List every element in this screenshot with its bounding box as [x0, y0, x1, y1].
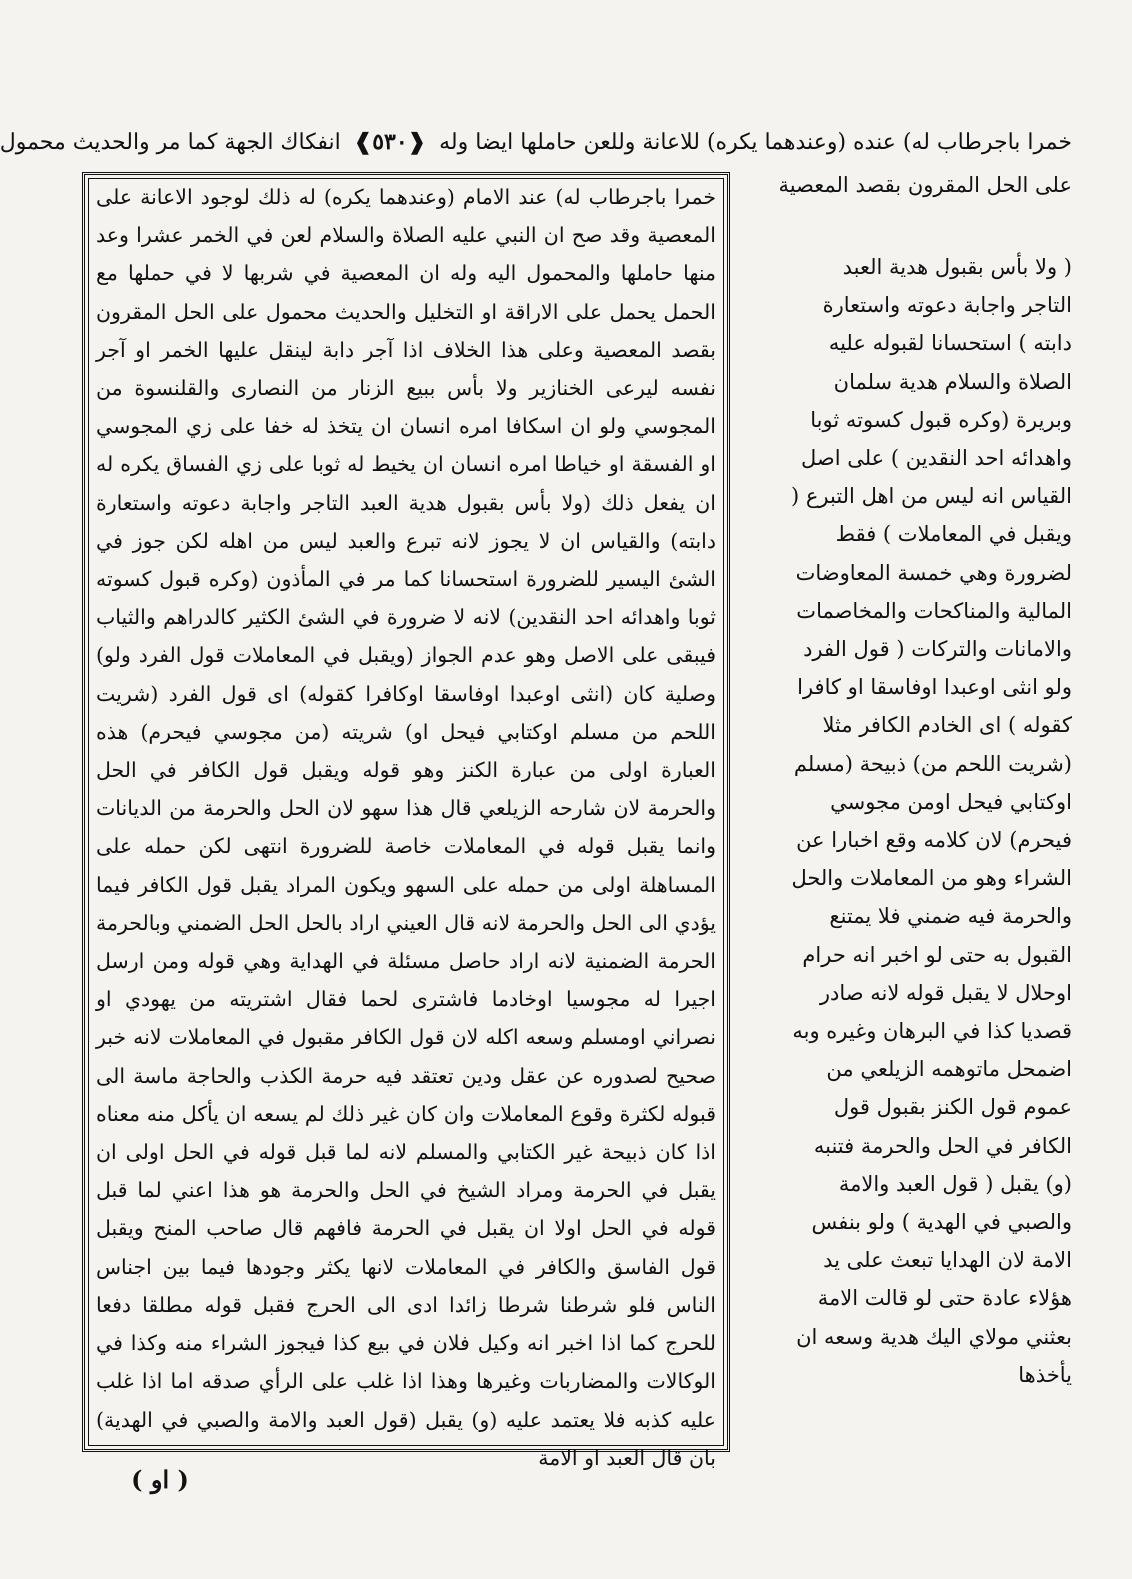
margin-commentary-top: على الحل المقرون بقصد المعصية: [778, 173, 1072, 197]
margin-commentary: [787, 248, 1072, 1394]
running-header: [0, 120, 1072, 164]
catchword: ( او ): [131, 1465, 189, 1494]
main-paragraph: خمرا باجرطاب له) عند الامام (وعندهما يكره) له ذلك لوجود الاعانة على المعصية وقد صح ان النبي عليه الصلاة والسلام لعن في الخمر عشرا وعد منها حاملها والمحمول اليه وله ان المعصية في شربها لا في حملها مع الحمل يحمل على الاراقة او التخليل والحديث محمول على الحل المقرون بقصد المعصية وعلى هذا الخلاف اذا آجر دابة لينقل عليها الخمر او آجر نفسه ليرعى الخنازير ولا بأس ببيع الزنار من النصارى والقلنسوة من المجوسي ولو ان اسكافا امره انسان ان يتخذ له خفا على زي المجوسي او الفسقة او خياطا امره انسان ان يخيط له ثوبا على زي الفساق يكره له ان يفعل ذلك (ولا بأس بقبول هدية العبد التاجر واجابة دعوته واستعارة دابته) والقياس ان لا يجوز لانه تبرع والعبد ليس من اهله لكن جوز في الشئ اليسير للضرورة استحسانا كما مر في المأذون (وكره قبول كسوته ثوبا واهدائه احد النقدين) لانه لا ضرورة في الشئ الكثير كالدراهم والثياب فيبقى على الاصل وهو عدم الجواز (ويقبل في المعاملات قول الفرد ولو) وصلية كان (انثى اوعبدا اوفاسقا اوكافرا كقوله) اى قول الفرد (شريت اللحم من مسلم اوكتابي فيحل او) شريته (من مجوسي فيحرم) هذه العبارة اولى من عبارة الكنز وهو قوله ويقبل قول الكافر في الحل والحرمة لان شارحه الزيلعي قال هذا سهو لان الحل والحرمة من الديانات وانما يقبل قوله في المعاملات خاصة للضرورة انتهى لكن حمله على المساهلة اولى من حمله على السهو ويكون المراد يقبل قول الكافر فيما يؤدي الى الحل والحرمة لانه قال العيني اراد بالحل الحل الضمني وبالحرمة الحرمة الضمنية لانه اراد حاصل مسئلة في الهداية وهي قوله ومن ارسل اجيرا له مجوسيا اوخادما فاشترى لحما فقال اشتريته من يهودي او نصراني اومسلم وسعه اكله لان قول الكافر مقبول في المعاملات لانه خبر صحيح لصدوره عن عقل ودين تعتقد فيه حرمة الكذب والحاجة ماسة الى قبوله لكثرة وقوع المعاملات وان كان غير ذلك لم يسعه ان يأكل منه معناه اذا كان ذبيحة غير الكتابي والمسلم لانه لما قبل قوله في الحل اولى ان يقبل في الحرمة ومراد الشيخ في الحل والحرمة هو هذا اعني لما قبل قوله في الحل اولا ان يقبل في الحرمة فافهم قال صاحب المنح ويقبل قول الفاسق والكافر في المعاملات لانها يكثر وجودها فيما بين اجناس الناس فلو شرطنا شرطا زائدا ادى الى الحرج فقبل قوله مطلقا دفعا للحرج كما اذا اخبر انه وكيل فلان في بيع كذا فيجوز الشراء منه وكذا في الوكالات والمضاربات وغيرها وهذا اذا غلب على الرأي صدقه اما اذا غلب عليه كذبه فلا يعتمد عليه (و) يقبل (قول العبد والامة والصبي في الهدية) بان قال العبد او الامة: [96, 185, 716, 1470]
page-number: ❰٥٣٠❱: [353, 129, 427, 155]
header-text-right: خمرا باجرطاب له) عنده (وعندهما يكره) للاعانة وللعن حاملها ايضا وله: [439, 130, 1072, 155]
main-commentary-text: [96, 178, 716, 1477]
margin-paragraph: ( ولا بأس بقبول هدية العبد التاجر واجابة دعوته واستعارة دابته ) استحسانا لقبوله عليه الصلاة والسلام هدية سلمان وبريرة (وكره قبول كسوته ثوبا واهدائه احد النقدين ) على اصل القياس انه ليس من اهل التبرع ( ويقبل في المعاملات ) فقط لضرورة وهي خمسة المعاوضات المالية والمناكحات والمخاصمات والامانات والتركات ( قول الفرد ولو انثى اوعبدا اوفاسقا او كافرا كقوله ) اى الخادم الكافر مثلا (شريت اللحم من) ذبيحة (مسلم اوكتابي فيحل اومن مجوسي فيحرم) لان كلامه وقع اخبارا عن الشراء وهو من المعاملات والحل والحرمة فيه ضمني فلا يمتنع القبول به حتى لو اخبر انه حرام اوحلال لا يقبل قوله لانه صادر قصديا كذا في البرهان وغيره وبه اضمحل ماتوهمه الزيلعي من عموم قول الكنز بقبول قول الكافر في الحل والحرمة فتنبه (و) يقبل ( قول العبد والامة والصبي في الهدية ) ولو بنفس الامة لان الهدايا تبعث على يد هؤلاء عادة حتى لو قالت الامة بعثني مولاي اليك هدية وسعه ان يأخذها: [791, 255, 1072, 1387]
header-text-left: انفكاك الجهة كما مر والحديث محمول: [0, 130, 341, 155]
